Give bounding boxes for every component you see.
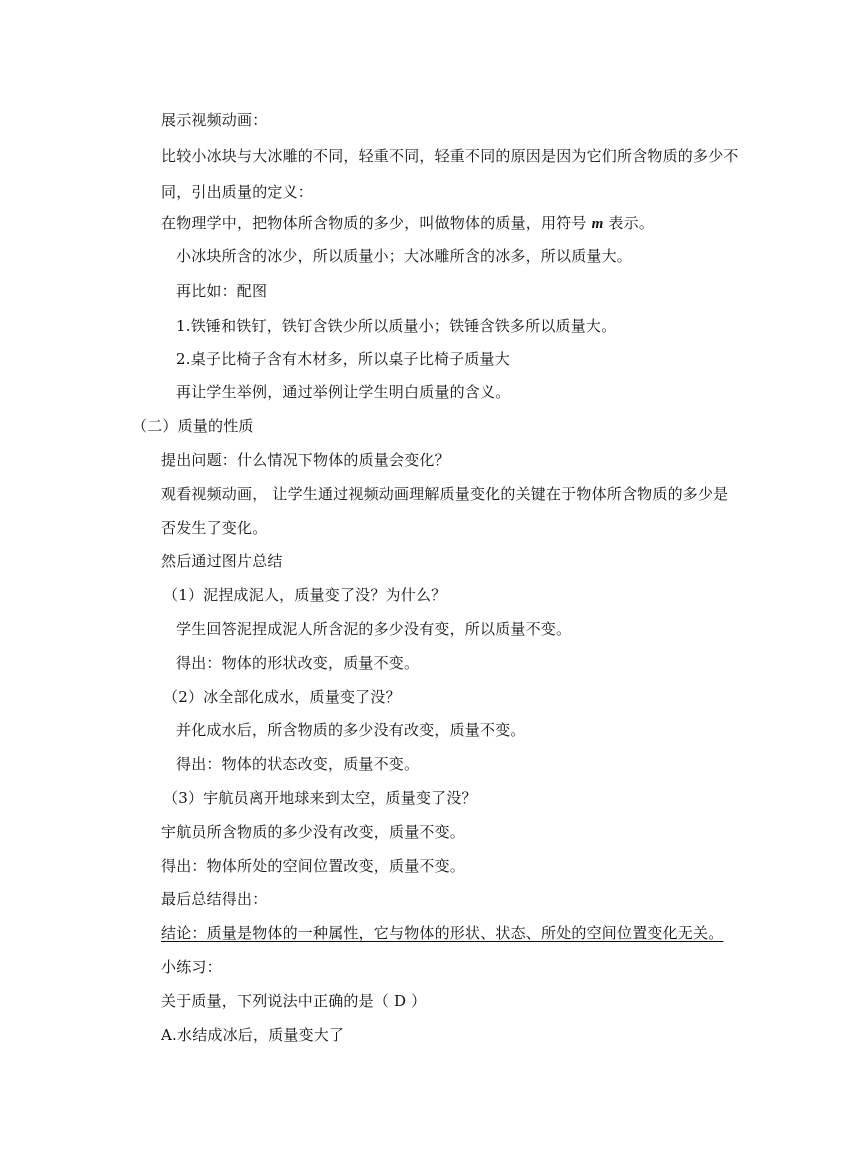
- text-line: 再让学生举例，通过举例让学生明白质量的含义。: [176, 383, 511, 401]
- text-line: 2.桌子比椅子含有木材多，所以桌子比椅子质量大: [176, 350, 510, 368]
- text-line: 同，引出质量的定义：: [161, 183, 314, 201]
- text-line: 宇航员所含物质的多少没有改变，质量不变。: [161, 823, 466, 841]
- text-line: 比较小冰块与大冰雕的不同，轻重不同，轻重不同的原因是因为它们所含物质的多少不: [161, 147, 739, 165]
- text-line: 1.铁锤和铁钉，铁钉含铁少所以质量小；铁锤含铁多所以质量大。: [176, 317, 617, 335]
- question-item: （3）宇航员离开地球来到太空，质量变了没？: [163, 789, 477, 807]
- mass-symbol: m: [591, 216, 604, 232]
- section-heading: （二）质量的性质: [132, 417, 254, 435]
- text-line: 得出：物体的状态改变，质量不变。: [176, 755, 420, 773]
- definition-text: 在物理学中，把物体所含物质的多少，叫做物体的质量，用符号: [161, 214, 587, 232]
- question-item: （1）泥捏成泥人，质量变了没？为什么？: [163, 586, 447, 604]
- text-line: 观看视频动画， 让学生通过视频动画理解质量变化的关键在于物体所含物质的多少是: [161, 485, 729, 503]
- text-line: 小冰块所含的冰少，所以质量小；大冰雕所含的冰多，所以质量大。: [176, 247, 633, 265]
- text-line: 提出问题：什么情况下物体的质量会变化？: [161, 451, 450, 469]
- text-line: 学生回答泥捏成泥人所含泥的多少没有变，所以质量不变。: [176, 620, 572, 638]
- definition-text-end: 表示。: [608, 214, 655, 232]
- question-item: （2）冰全部化成水，质量变了没？: [163, 688, 401, 706]
- text-line: 得出：物体所处的空间位置改变，质量不变。: [161, 857, 466, 875]
- text-line: 并化成水后，所含物质的多少没有改变，质量不变。: [176, 721, 526, 739]
- quiz-option-a: A.水结成冰后，质量变大了: [161, 1026, 345, 1044]
- definition-line: [161, 213, 654, 234]
- quiz-question: 关于质量，下列说法中正确的是（ D ）: [161, 992, 427, 1010]
- text-line: 得出：物体的形状改变，质量不变。: [176, 654, 420, 672]
- text-line: 最后总结得出：: [161, 890, 268, 908]
- text-line: 展示视频动画：: [161, 111, 268, 129]
- text-line: 小练习：: [161, 958, 222, 976]
- text-line: 再比如：配图: [176, 282, 268, 300]
- conclusion-line: 结论：质量是物体的一种属性，它与物体的形状、状态、所处的空间位置变化无关。: [161, 924, 724, 942]
- text-line: 然后通过图片总结: [161, 552, 283, 570]
- text-line: 否发生了变化。: [161, 519, 268, 537]
